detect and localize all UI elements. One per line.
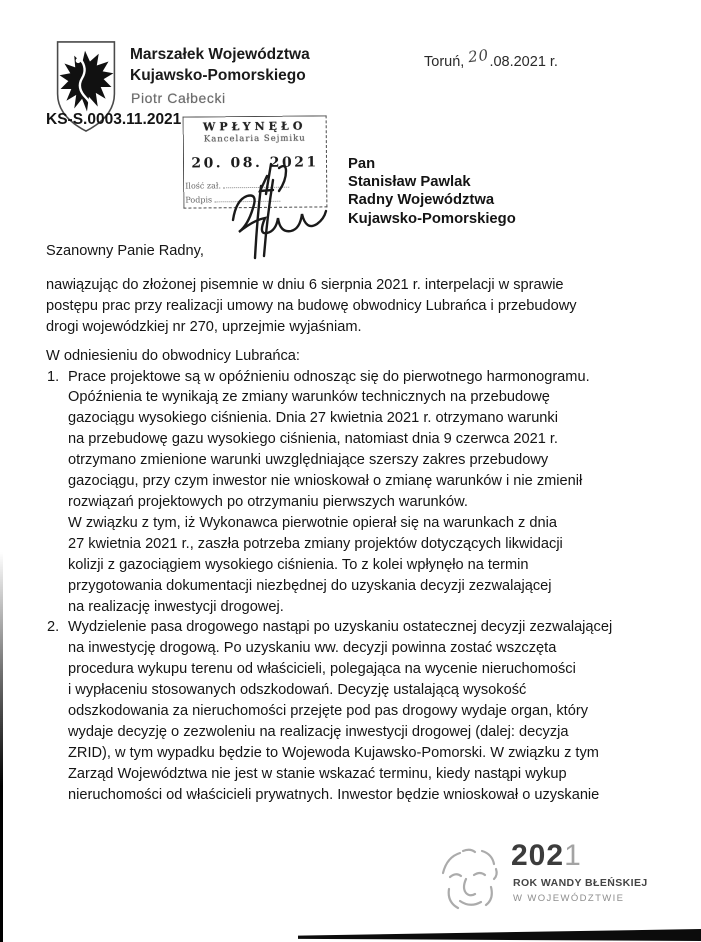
section-heading: W odniesieniu do obwodnicy Lubrańca: <box>46 347 300 364</box>
text-line: Opóźnienia te wynikają ze zmiany warunków technicznych na przebudowę <box>68 389 550 406</box>
sender-title <box>130 44 310 86</box>
year-bold: 202 <box>511 839 565 872</box>
text-line: na przebudowę gazu wysokiego ciśnienia, natomiast dnia 9 czerwca 2021 r. <box>68 431 558 448</box>
text-line: Wydzielenie pasa drogowego nastąpi po uzyskaniu ostatecznej decyzji zezwalającej <box>68 619 613 636</box>
text-line: gazociągu wysokiego ciśnienia. Dnia 27 kwietnia 2021 r. otrzymano warunki <box>68 410 558 427</box>
date-prefix: Toruń, <box>424 54 465 70</box>
text-line: odszkodowania za nieruchomości przejęte pod pas drogowy wydaje organ, który <box>68 703 588 720</box>
handwritten-day: 20 <box>467 45 491 67</box>
list-item-2 <box>46 617 662 805</box>
text-line: Prace projektowe są w opóźnieniu odnosząc się do pierwotnego harmonogramu. <box>68 368 590 385</box>
recipient-block <box>348 155 516 228</box>
stamp-title: WPŁYNĘŁO <box>202 119 307 134</box>
text-line: drogi wojewódzkiej nr 270, uprzejmie wyjaśniam. <box>46 318 362 335</box>
text-line: gazociągu, przy czym inwestor nie wnioskował o zmianę warunków i nie zmienił <box>68 473 583 490</box>
date-suffix: .08.2021 r. <box>489 54 558 70</box>
text-line: Kujawsko-Pomorskiego <box>348 210 516 227</box>
intro-paragraph <box>46 275 662 338</box>
list-item-text <box>68 367 662 618</box>
list-item-1 <box>46 367 662 618</box>
text-line: Pan <box>348 156 376 172</box>
text-line: ZRID), w tym wypadku będzie to Wojewoda Kujawsko-Pomorski. W związku z tym <box>68 744 599 761</box>
text-line: Radny Województwa <box>348 192 495 209</box>
footer-campaign-title: ROK WANDY BŁEŃSKIEJ <box>513 877 648 889</box>
text-line: otrzymano zmienione warunki uwzględniające szerszy zakres przebudowy <box>68 452 549 469</box>
text-line: W związku z tym, iż Wykonawca pierwotnie opierał się na warunkach z dnia <box>68 514 557 531</box>
text-line: 27 kwietnia 2021 r., zaszła potrzeba zmiany projektów dotyczących likwidacji <box>68 535 563 552</box>
stamp-subtitle: Kancelaria Sejmiku <box>203 133 306 145</box>
wanda-blenska-portrait-sketch <box>436 845 506 919</box>
list-number: 1. <box>47 368 60 385</box>
list-number: 2. <box>47 619 60 636</box>
text-line: na realizację inwestycji drogowej. <box>68 598 284 615</box>
list-item-text <box>68 617 662 805</box>
sender-name: Piotr Całbecki <box>131 90 226 106</box>
text-line: kolizji z gazociągiem wysokiego ciśnienia. To z kolei wpłynęło na termin <box>68 556 529 573</box>
text-line: i wypłaceniu stosowanych odszkodowań. Decyzję ustalającą wysokość <box>68 682 527 699</box>
text-line: nieruchomości od właścicieli prywatnych. Inwestor będzie wnioskował o uzyskanie <box>68 786 600 803</box>
stamp-signature-label: Podpis <box>185 195 213 205</box>
salutation: Szanowny Panie Radny, <box>46 243 204 259</box>
reference-number: KS-S.0003.11.2021 <box>46 111 182 128</box>
place-and-date <box>424 45 558 70</box>
text-line: postępu prac przy realizacji umowy na budowę obwodnicy Lubrańca i przebudowy <box>46 297 577 314</box>
text-line: na inwestycję drogową. Po uzyskaniu ww. decyzji powinna zostać wszczęta <box>68 640 557 657</box>
text-line: przygotowania dokumentacji niezbędnej do uzyskania decyzji zezwalającej <box>68 577 552 594</box>
letter-body <box>46 241 662 806</box>
text-line: Stanisław Pawlak <box>348 174 471 191</box>
sender-title-line2: Kujawsko-Pomorskiego <box>130 67 306 84</box>
stamp-attachments-label: Ilość zał. <box>185 181 222 191</box>
scan-edge-artifact-left <box>0 552 3 942</box>
text-line: nawiązując do złożonej pisemnie w dniu 6 sierpnia 2021 r. interpelacji w sprawie <box>46 276 564 293</box>
scan-edge-artifact-bottom <box>298 929 701 941</box>
text-line: rozwiązań projektowych po otrzymaniu pierwszych warunków. <box>68 493 468 510</box>
footer-year <box>511 840 582 872</box>
text-line: Zarząd Województwa nie jest w stanie wskazać terminu, kiedy nastąpi wykup <box>68 765 567 782</box>
text-line: procedura wykupu terenu od właścicieli, polegająca na wycenie nieruchomości <box>68 661 576 678</box>
stamp-date: 20. 08. 2021 <box>191 154 319 172</box>
text-line: wydaje decyzję o zezwoleniu na realizację inwestycji drogowej (dalej: decyzja <box>68 723 569 740</box>
footer-campaign-subtitle: W WOJEWÓDZTWIE <box>513 893 625 904</box>
sender-title-line1: Marszałek Województwa <box>130 46 310 63</box>
year-light: 1 <box>564 839 582 872</box>
